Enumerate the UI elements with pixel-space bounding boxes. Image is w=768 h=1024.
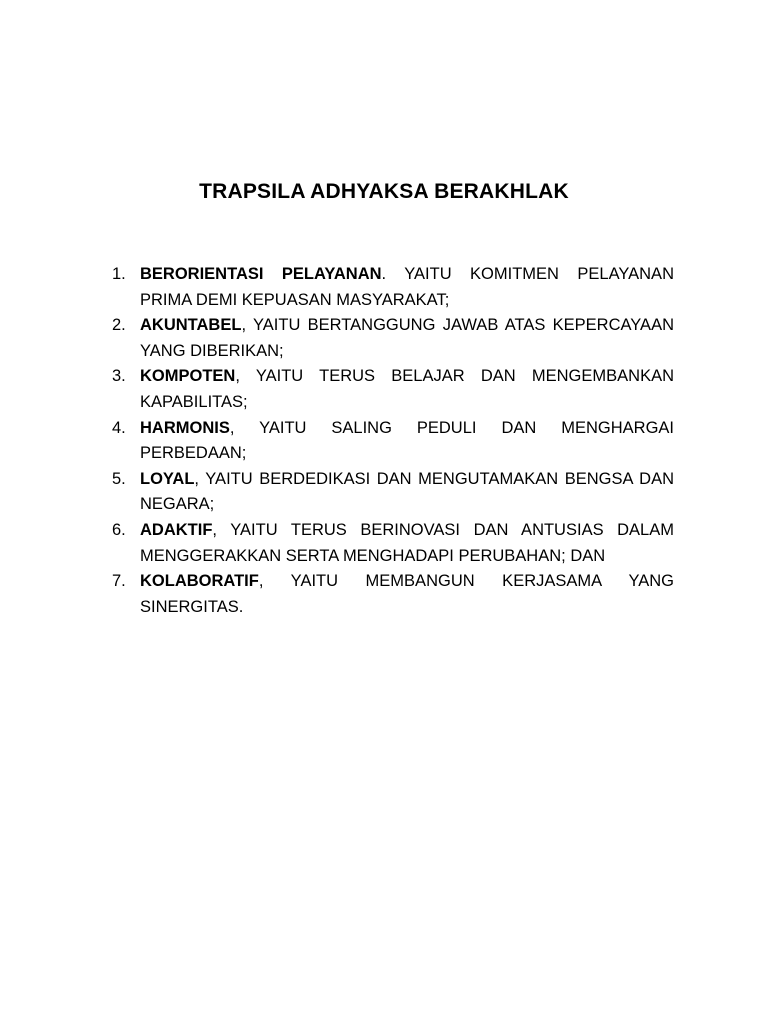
list-item — [112, 467, 674, 518]
list-item — [112, 569, 674, 620]
item-term: KOMPOTEN — [140, 367, 236, 386]
item-description: , YAITU SALING PEDULI DAN MENGHARGAI PERBEDAAN; — [140, 418, 674, 463]
item-number: 7. — [112, 572, 126, 591]
item-description: , YAITU BERTANGGUNG JAWAB ATAS KEPERCAYAAN YANG DIBERIKAN; — [140, 316, 674, 360]
item-number: 3. — [112, 367, 126, 386]
list-item — [112, 364, 674, 415]
item-term: BERORIENTASI PELAYANAN — [140, 265, 382, 283]
page-title: TRAPSILA ADHYAKSA BERAKHLAK — [199, 180, 569, 203]
item-number: 2. — [112, 316, 126, 335]
list-item — [112, 313, 674, 364]
item-description: , YAITU BERDEDIKASI DAN MENGUTAMAKAN BENGSA DAN NEGARA; — [140, 469, 674, 514]
item-description: , YAITU TERUS BELAJAR DAN MENGEMBANKAN KAPABILITAS; — [140, 367, 674, 411]
item-description: , YAITU TERUS BERINOVASI DAN ANTUSIAS DALAM MENGGERAKKAN SERTA MENGHADAPI PERUBAHAN; DAN — [140, 520, 674, 565]
list-item — [112, 416, 674, 467]
item-number: 1. — [112, 265, 126, 283]
values-list — [112, 262, 674, 620]
item-number: 6. — [112, 520, 126, 539]
item-term: AKUNTABEL — [140, 316, 242, 335]
item-term: KOLABORATIF — [140, 572, 259, 591]
item-description: , YAITU MEMBANGUN KERJASAMA YANG SINERGITAS. — [140, 572, 674, 616]
item-term: ADAKTIF — [140, 520, 213, 539]
item-description: . YAITU KOMITMEN PELAYANAN PRIMA DEMI KEPUASAN MASYARAKAT; — [140, 265, 674, 309]
item-term: HARMONIS — [140, 418, 230, 437]
item-number: 4. — [112, 418, 126, 437]
item-number: 5. — [112, 469, 126, 488]
item-term: LOYAL — [140, 469, 195, 488]
list-item — [112, 262, 674, 313]
list-item — [112, 518, 674, 569]
